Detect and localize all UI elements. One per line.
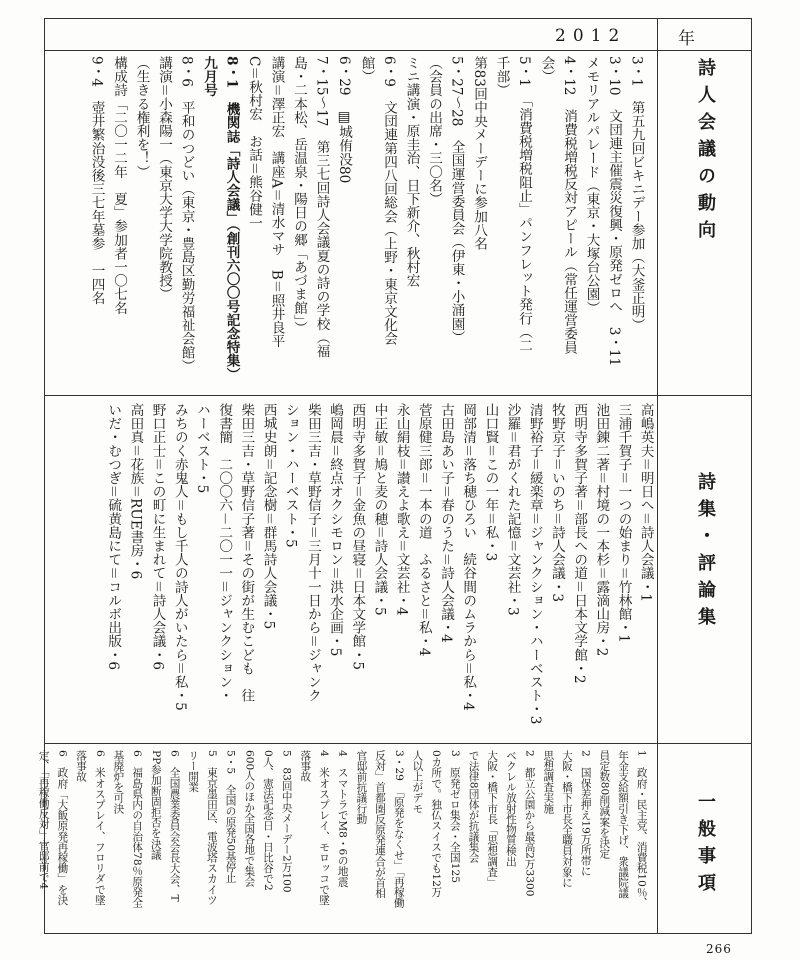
ippan-line: 5・5 全国の原発50基停止 xyxy=(224,750,237,883)
dokou-line: 構成詩「二〇一二年 夏」参加者一〇七名 xyxy=(111,56,127,315)
ippan-line: 落事故 xyxy=(299,750,312,782)
ippan-line: 人以上がデモ xyxy=(411,750,424,814)
ippan-line: 6 米オスプレイ、フロリダで墜 xyxy=(93,750,106,906)
section-divider-2 xyxy=(44,743,752,744)
shishu-line: 沙羅＝君がくれた記憶＝文芸社・3 xyxy=(504,403,521,616)
ippan-line: 員定数80削減案を決定 xyxy=(598,750,611,859)
ippan-line: 大阪・橋下市長「思想調査」 xyxy=(486,750,499,888)
ippan-line: 反対」首都圏反原発連合が首相 xyxy=(374,750,387,899)
ippan-line: 5 83回中央メーデー2万100 xyxy=(280,750,293,893)
dokou-line: 千部） xyxy=(493,56,510,97)
shishu-line: 西城史朗＝記念樹＝群馬詩人会議・5 xyxy=(260,403,277,630)
section-title-ippan: 一般事項 xyxy=(695,792,716,900)
shishu-line: 西明寺多賀子＝金魚の昼寝＝日本文学館・5 xyxy=(349,403,366,671)
shishu-line: 永山絹枝＝讃えよ歌え＝文芸社・4 xyxy=(393,403,410,616)
dokou-line: 8・6 平和のつどい（東京・豊島区勤労福祉会館） xyxy=(178,56,195,373)
ippan-line: で法律8団体が抗議集会 xyxy=(467,750,480,863)
dokou-line: （会員の出席・三〇名） xyxy=(426,56,442,206)
shishu-line: 山口賢＝この一年＝私・3 xyxy=(482,403,499,562)
shishu-line: 野口正士＝この町に生まれて＝詩人会議・6 xyxy=(149,403,166,671)
ippan-line: 0カ所で。独仏スイスでも12万 xyxy=(430,750,443,898)
shishu-line: ハーベスト・5 xyxy=(193,403,210,494)
ippan-line: 基廃炉を可決 xyxy=(112,750,125,814)
dokou-line: 九月号 xyxy=(201,56,217,97)
dokou-line: C＝秋村宏 お話＝熊谷健一 xyxy=(246,56,262,230)
label-divider xyxy=(657,18,658,934)
shishu-line: 古田島あい子＝春のうた＝詩人会議・4 xyxy=(438,403,454,643)
ippan-line: 2 国保差押え19万所帯に xyxy=(579,750,592,877)
ippan-line: 官邸前抗議行動 xyxy=(355,750,368,825)
year-value: 2012 xyxy=(555,26,627,46)
ippan-line: 0人、憲法記念日・日比谷で2 xyxy=(261,750,274,891)
page-number: 266 xyxy=(706,942,732,956)
dokou-line: 講演＝小森陽一（東京大学大学院教授） xyxy=(156,56,172,301)
dokou-line: 8・1 機関誌「詩人会議」（創刊六〇〇号記念特集） xyxy=(223,56,240,381)
dokou-line: 講演＝澤正宏 講座A＝清水マサ B＝照井良平 xyxy=(268,56,285,348)
ippan-body xyxy=(30,750,647,930)
dokou-line: 5・1 「消費税増税阻止」パンフレット発行（二 xyxy=(516,56,532,353)
year-row-divider xyxy=(44,50,752,51)
ippan-line: 600人のほか全国各地で集会 xyxy=(243,750,256,887)
section-divider-1 xyxy=(44,395,752,396)
ippan-line: PP参加断固拒否を決議 xyxy=(149,750,162,860)
dokou-line: ミニ講演・原圭治、日下新介、秋村宏 xyxy=(403,56,420,288)
dokou-line: 5・27～28 全国運営委員会（伊東・小涌園） xyxy=(448,56,465,345)
shishu-line: 清野裕子＝緩楽章＝ジャンクション・ハーベスト・3 xyxy=(526,403,543,725)
shishu-line: 柴田三吉・草野信子著＝その街が生むこども 往 xyxy=(238,403,255,703)
ippan-line: 1 政府・民主党、消費税10％、 xyxy=(635,750,648,909)
dokou-line: （生きる権利を！） xyxy=(133,56,150,179)
ippan-line: 年金支給額引き下げ、衆議院議 xyxy=(617,750,629,899)
dokou-body xyxy=(80,56,643,392)
dokou-line: メモリアルパレード（東京・大塚台公園） xyxy=(583,56,600,315)
ippan-line: 定、「再稼働反対」官邸前で4 xyxy=(37,750,50,890)
year-label: 年 xyxy=(678,29,695,49)
ippan-line: ベクレル放射性物質検出 xyxy=(504,750,517,867)
dokou-line: 6・29 ▤城侑没80 xyxy=(336,56,352,184)
ippan-line: 4 スマトラでM8・6の地震 xyxy=(336,750,349,888)
shishu-line: 岡部清＝落ち穂ひろい 続谷間のムラから＝私・4 xyxy=(460,403,477,711)
shishu-line: 高田真＝花族＝RUE書房・6 xyxy=(127,403,144,580)
dokou-line: 3・10 文団連主催震災復興・原発ゼロへ 3・11 xyxy=(606,56,622,367)
shishu-body xyxy=(97,403,652,740)
shishu-line: みちのく赤鬼人＝もし千人の詩人がいたら＝私・5 xyxy=(171,403,188,711)
dokou-line: 4・12 消費税増税反対アピール（常任運営委員 xyxy=(561,56,577,354)
shishu-line: 菅原健三郎＝一本の道 ふるさと＝私・4 xyxy=(415,403,432,657)
shishu-line: 池田錬二著＝村境の一本杉＝露滴山房・2 xyxy=(593,403,610,657)
ippan-line: 3・29 「原発をなくせ」「再稼働 xyxy=(392,750,405,909)
shishu-line: 牧野京子＝いのち＝詩人会議・3 xyxy=(548,403,565,603)
ippan-line: 3 原発ゼロ集会・全国125 xyxy=(448,750,461,883)
dokou-line: 館） xyxy=(358,56,375,84)
shishu-line: 高嶋英夫＝明日へ＝詩人会議・1 xyxy=(637,403,654,603)
shishu-line: 西明寺多賀子著＝部長への道＝日本文学館・2 xyxy=(571,403,588,684)
ippan-line: 大阪・橋下市長全職員対象に xyxy=(560,750,573,888)
shishu-line: 柴田三吉・草野信子＝三月十一日から＝ジャンク xyxy=(304,403,321,703)
dokou-line: 6・9 文団連第四八回総会（上野・東京文化会 xyxy=(381,56,397,346)
ippan-line: 落事故 xyxy=(75,750,88,782)
dokou-line: 3・1 第五九回ビキニデー参加（大釜正明） xyxy=(628,56,645,332)
shishu-line: 三浦千賀子＝一つの始まり＝竹林館・1 xyxy=(615,403,632,643)
ippan-line: 思想調査実施 xyxy=(542,750,555,814)
dokou-line: 9・4 壺井繁治没後三七年墓参 一四名 xyxy=(88,56,105,305)
section-title-dokou: 詩人会議の動向 xyxy=(695,58,716,247)
dokou-line: 島・二本松、岳温泉・陽日の郷「あづま館」） xyxy=(291,56,307,335)
shishu-line: 中正敏＝鳩と麦の穂＝詩人会議・5 xyxy=(371,403,388,616)
ippan-line: リー開業 xyxy=(187,750,200,793)
shishu-line: ション・ハーベスト・5 xyxy=(282,403,299,548)
shishu-line: いだ・むつぎ＝硫黄島にて＝コルボ出版・6 xyxy=(105,403,122,671)
shishu-line: 嶋岡晨＝終点オクシモロン＝洪水企画・5 xyxy=(327,403,344,657)
shishu-line: 復書簡 二〇〇六－二〇一一＝ジャンクション・ xyxy=(216,403,233,703)
ippan-line: 5 東京墨田区、電波塔スカイツ xyxy=(205,750,218,906)
ippan-line: 4 米オスプレイ、モロッコで墜 xyxy=(318,750,330,906)
dokou-line: 7・15～17 第三七回詩人会議夏の詩の学校（福 xyxy=(313,56,330,358)
ippan-line: 2 都立公園から最高2万3300 xyxy=(523,750,536,897)
dokou-line: 第83回中央メーデーに参加八名 xyxy=(471,56,487,251)
ippan-line: 6 政府「大飯原発再稼働」を決 xyxy=(56,750,69,906)
section-title-shishu: 詩集・評論集 xyxy=(695,472,716,634)
dokou-line: 会） xyxy=(538,56,555,84)
ippan-line: 6 福島県内の自治体78％原発全 xyxy=(131,750,144,909)
ippan-line: 6 全国農業委員会会長大会、T xyxy=(168,750,181,902)
